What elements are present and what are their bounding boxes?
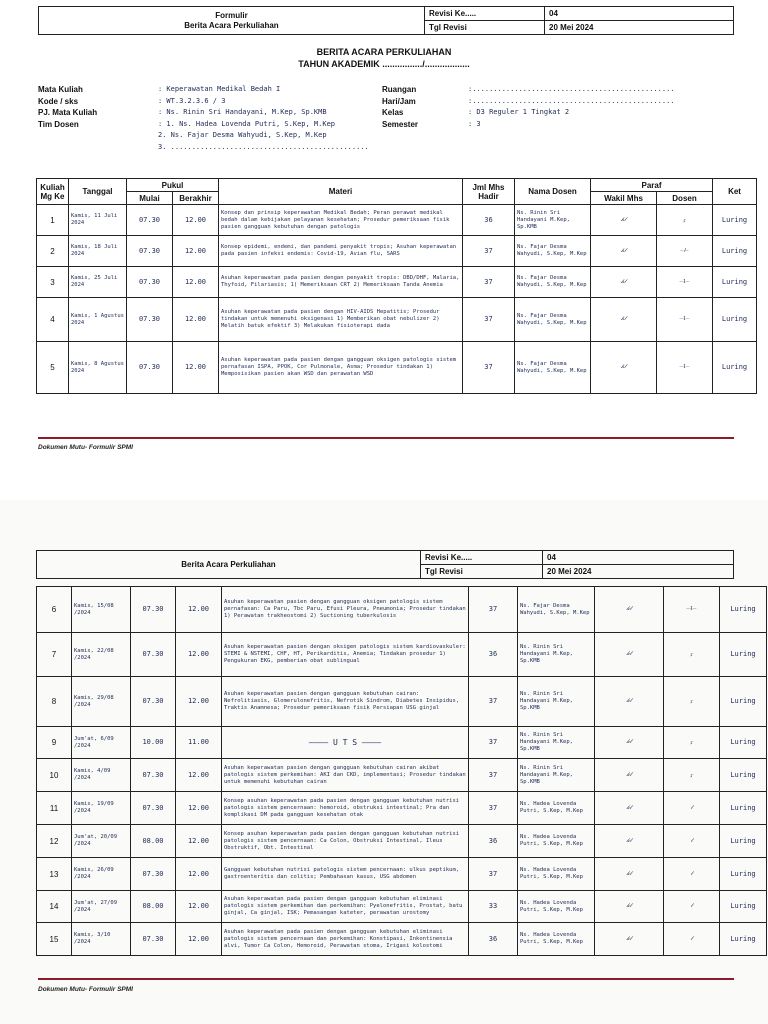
row-materi: Asuhan keperawatan pasien dengan gangguan kebutuhan cairan: Nefrolitiasis, Glomerulonefritis, Nefrotik Sindrom, Diabetes Insipidus, Traktis Anamnesa; Prosedur pemeriksaan fisik Persiapan USG ginjal xyxy=(222,677,469,727)
row-lecturer: Ns. Fajar Desma Wahyudi, S.Kep, M.Kep xyxy=(515,236,591,267)
row-end-time: 12.00 xyxy=(173,267,219,298)
row-start-time: 07.30 xyxy=(127,205,173,236)
info-label: Mata Kuliah xyxy=(38,85,83,94)
table-row xyxy=(37,858,767,891)
student-signature: 𝒽𝓁 xyxy=(595,677,664,727)
attendance-table-page1 xyxy=(36,178,757,394)
info-label xyxy=(38,130,158,142)
info-row xyxy=(382,119,675,131)
row-date: Kamis, 8 Agustus 2024 xyxy=(69,342,127,394)
row-end-time: 12.00 xyxy=(173,236,219,267)
tgl-revisi-value: 20 Mei 2024 xyxy=(543,565,734,579)
row-lecturer: Ns. Fajar Desma Wahyudi, S.Kep, M.Kep xyxy=(515,298,591,342)
row-lecturer: Ns. Rinin Sri Handayani M.Kep, Sp.KMB xyxy=(518,759,595,792)
student-signature: 𝒽𝓁 xyxy=(595,891,664,923)
info-row xyxy=(38,84,369,96)
title-line-2: TAHUN AKADEMIK ................/.................. xyxy=(298,59,470,69)
row-start-time: 07.30 xyxy=(127,267,173,298)
table-row xyxy=(37,923,767,956)
row-materi: Asuhan keperawatan pasien dengan gangguan kebutuhan cairan akibat patologis sistem perkemihan: AKI dan CKD, implementasi; Prosedur tindakan untuk memenuhi kebutuhan cairan xyxy=(222,759,469,792)
row-lecturer: Ns. Hadea Lovenda Putri, S.Kep, M.Kep xyxy=(518,858,595,891)
table-row xyxy=(37,633,767,677)
lecturer-signature: —ƚ— xyxy=(657,298,713,342)
student-signature: 𝒽𝓁 xyxy=(595,858,664,891)
col-materi-header: Materi xyxy=(219,179,463,205)
row-number: 10 xyxy=(37,759,72,792)
row-ket: Luring xyxy=(713,236,757,267)
info-value: : Ns. Rinin Sri Handayani, M.Kep, Sp.KMB xyxy=(158,108,327,116)
row-ket: Luring xyxy=(720,633,767,677)
student-signature: 𝒽𝓁 xyxy=(595,825,664,858)
row-attendance: 36 xyxy=(469,633,518,677)
row-number: 3 xyxy=(37,267,69,298)
row-materi: Asuhan keperawatan pada pasien dengan HIV-AIDS Hepatitis; Prosedur tindakan untuk memenuhi oksigenasi 1) Memberikan obat nebulizer 2) Melatih batuk efektif 3) Melakukan fisioterapi dada xyxy=(219,298,463,342)
lecturer-signature: 𝓏 xyxy=(664,759,720,792)
document-page-1 xyxy=(0,0,768,500)
row-materi: Asuhan keperawatan pada pasien dengan gangguan kebutuhan eliminasi patologis sistem pencernaan dan perkemihan: Konstipasi, Inkontinensia alvi, Tumor Ca Colon, Hemoroid, Perawatan stoma, Irigasi kolostomi xyxy=(222,923,469,956)
row-ket: Luring xyxy=(720,858,767,891)
info-row xyxy=(382,107,675,119)
row-number: 14 xyxy=(37,891,72,923)
lecturer-signature: 𝓁 xyxy=(664,891,720,923)
revisi-value: 04 xyxy=(543,551,734,565)
header-doc-title: Berita Acara Perkuliahan xyxy=(184,20,279,30)
row-attendance: 36 xyxy=(469,825,518,858)
table-row xyxy=(37,267,757,298)
lecturer-signature: —ƚ— xyxy=(657,267,713,298)
row-lecturer: Ns. Hadea Lovenda Putri, S.Kep, M.Kep xyxy=(518,792,595,825)
row-ket: Luring xyxy=(720,759,767,792)
row-number: 4 xyxy=(37,298,69,342)
lecturer-signature: 𝓁 xyxy=(664,858,720,891)
student-signature: 𝒽𝓁 xyxy=(595,792,664,825)
row-materi: Konsep asuhan keperawatan pada pasien dengan gangguan kebutuhan nutrisi patologis sistem pencernaan: hemoroid, obstruksi intestinal; Pra dan komplikasi DM pada gangguan kesehatan otak xyxy=(222,792,469,825)
revisi-label: Revisi Ke..... xyxy=(425,7,545,21)
row-date: Kamis, 29/08 /2024 xyxy=(72,677,131,727)
info-value: :................................................ xyxy=(468,85,675,93)
row-end-time: 12.00 xyxy=(173,205,219,236)
student-signature: 𝒽𝓁 xyxy=(595,587,664,633)
header-title-cell xyxy=(39,7,425,35)
info-label: Ruangan xyxy=(382,85,417,94)
row-end-time: 12.00 xyxy=(176,792,222,825)
formulir-label: Formulir xyxy=(215,10,248,20)
col-wakil-header: Wakil Mhs xyxy=(591,192,657,205)
row-attendance: 37 xyxy=(469,587,518,633)
info-label: Hari/Jam xyxy=(382,96,416,106)
row-attendance: 37 xyxy=(469,792,518,825)
row-end-time: 12.00 xyxy=(173,342,219,394)
tgl-revisi-label: Tgl Revisi xyxy=(421,565,543,579)
row-number: 5 xyxy=(37,342,69,394)
row-number: 7 xyxy=(37,633,72,677)
student-signature: 𝒽𝓁 xyxy=(595,923,664,956)
row-start-time: 07.30 xyxy=(127,298,173,342)
col-jml-header: Jml Mhs Hadir xyxy=(463,179,515,205)
row-lecturer: Ns. Rinin Sri Handayani M.Kep, Sp.KMB xyxy=(518,633,595,677)
row-number: 9 xyxy=(37,727,72,759)
row-start-time: 07.30 xyxy=(127,236,173,267)
info-value: : Keperawatan Medikal Bedah I xyxy=(158,85,281,93)
row-date: Kamis, 1 Agustus 2024 xyxy=(69,298,127,342)
row-lecturer: Ns. Fajar Desma Wahyudi, S.Kep, M.Kep xyxy=(515,267,591,298)
row-end-time: 12.00 xyxy=(173,298,219,342)
info-row xyxy=(382,96,675,108)
student-signature: 𝒽𝓁 xyxy=(591,205,657,236)
row-end-time: 12.00 xyxy=(176,891,222,923)
row-materi: Asuhan keperawatan pasien dengan oksigen patologis sistem kardiovaskuler: STEMI & NSTEMI, CHF, HT, Perikarditis, Anemia; Tindakan prosedur 1) Pengukuran EKG, pemberian obat sublingual xyxy=(222,633,469,677)
course-info-left xyxy=(38,84,369,153)
row-start-time: 07.30 xyxy=(131,858,176,891)
revisi-label: Revisi Ke..... xyxy=(421,551,543,565)
row-date: Kamis, 3/10 /2024 xyxy=(72,923,131,956)
col-tanggal-header: Tanggal xyxy=(69,179,127,205)
row-end-time: 11.00 xyxy=(176,727,222,759)
row-attendance: 37 xyxy=(463,267,515,298)
info-value: : 3 xyxy=(468,119,481,128)
row-ket: Luring xyxy=(720,891,767,923)
row-ket: Luring xyxy=(713,205,757,236)
row-number: 11 xyxy=(37,792,72,825)
info-value: :................................................ xyxy=(468,96,675,105)
footer-divider xyxy=(38,978,734,980)
info-row xyxy=(38,107,369,119)
row-attendance: 37 xyxy=(463,298,515,342)
row-date: Kamis, 26/09 /2024 xyxy=(72,858,131,891)
row-start-time: 07.30 xyxy=(131,759,176,792)
col-pukul-header: Pukul xyxy=(127,179,219,192)
row-lecturer: Ns. Fajar Desma Wahyudi, S.Kep, M.Kep xyxy=(518,587,595,633)
document-page-2 xyxy=(0,500,768,1024)
row-number: 2 xyxy=(37,236,69,267)
row-end-time: 12.00 xyxy=(176,923,222,956)
table-row xyxy=(37,891,767,923)
lecturer-signature: —ƚ— xyxy=(664,587,720,633)
row-start-time: 10.00 xyxy=(131,727,176,759)
info-label: Tim Dosen xyxy=(38,119,79,129)
lecturer-signature: —ƚ— xyxy=(657,342,713,394)
row-attendance: 37 xyxy=(469,858,518,891)
row-end-time: 12.00 xyxy=(176,825,222,858)
header-doc-title: Berita Acara Perkuliahan xyxy=(37,551,421,579)
info-row xyxy=(38,130,369,142)
document-header xyxy=(36,550,734,579)
row-number: 6 xyxy=(37,587,72,633)
col-paraf-dosen-header: Dosen xyxy=(657,192,713,205)
row-ket: Luring xyxy=(720,792,767,825)
page-title xyxy=(0,46,768,70)
col-kuliah-header: Kuliah Mg Ke xyxy=(37,179,69,205)
student-signature: 𝒽𝓁 xyxy=(591,236,657,267)
info-value: 3. ............................................... xyxy=(158,142,369,151)
row-number: 12 xyxy=(37,825,72,858)
row-date: Kamis, 22/08 /2024 xyxy=(72,633,131,677)
row-ket: Luring xyxy=(720,825,767,858)
info-value: : 1. Ns. Hadea Lovenda Putri, S.Kep, M.Kep xyxy=(158,119,336,128)
row-start-time: 07.30 xyxy=(131,792,176,825)
col-mulai-header: Mulai xyxy=(127,192,173,205)
row-ket: Luring xyxy=(713,267,757,298)
info-value: : D3 Reguler 1 Tingkat 2 xyxy=(468,108,570,116)
student-signature: 𝒽𝓁 xyxy=(595,633,664,677)
student-signature: 𝒽𝓁 xyxy=(591,342,657,394)
row-attendance: 37 xyxy=(463,342,515,394)
row-lecturer: Ns. Rinin Sri Handayani M.Kep, Sp.KMB xyxy=(518,677,595,727)
row-start-time: 08.00 xyxy=(131,825,176,858)
row-date: Jum'at, 27/09 /2024 xyxy=(72,891,131,923)
info-value: : WT.3.2.3.6 / 3 xyxy=(158,96,226,105)
info-row xyxy=(38,119,369,131)
info-label xyxy=(38,142,158,154)
info-label: Kelas xyxy=(382,108,404,117)
row-ket: Luring xyxy=(713,298,757,342)
student-signature: 𝒽𝓁 xyxy=(595,727,664,759)
row-lecturer: Ns. Hadea Lovenda Putri, S.Kep, M.Kep xyxy=(518,825,595,858)
footer-text: Dokumen Mutu- Formulir SPMI xyxy=(38,986,133,993)
row-attendance: 33 xyxy=(469,891,518,923)
row-end-time: 12.00 xyxy=(176,677,222,727)
table-row xyxy=(37,792,767,825)
row-materi: Konsep epidemi, endemi, dan pandemi penyakit tropis; Asuhan keperawatan pada pasien infeksi endemis: Covid-19, Avian flu, SARS xyxy=(219,236,463,267)
row-attendance: 37 xyxy=(469,727,518,759)
row-date: Kamis, 15/08 /2024 xyxy=(72,587,131,633)
row-start-time: 07.30 xyxy=(131,587,176,633)
table-row xyxy=(37,727,767,759)
info-label: Kode / sks xyxy=(38,96,79,106)
row-lecturer: Ns. Hadea Lovenda Putri, S.Kep, M.Kep xyxy=(518,891,595,923)
row-lecturer: Ns. Fajar Desma Wahyudi, S.Kep, M.Kep xyxy=(515,342,591,394)
table-row xyxy=(37,677,767,727)
attendance-table-page2 xyxy=(36,586,767,956)
row-end-time: 12.00 xyxy=(176,587,222,633)
table-row xyxy=(37,205,757,236)
row-attendance: 37 xyxy=(469,677,518,727)
lecturer-signature: 𝓁 xyxy=(664,825,720,858)
info-row xyxy=(38,96,369,108)
row-attendance: 36 xyxy=(463,205,515,236)
row-ket: Luring xyxy=(720,727,767,759)
student-signature: 𝒽𝓁 xyxy=(591,298,657,342)
row-start-time: 07.30 xyxy=(131,923,176,956)
student-signature: 𝒽𝓁 xyxy=(595,759,664,792)
row-attendance: 36 xyxy=(469,923,518,956)
col-ket-header: Ket xyxy=(713,179,757,205)
row-lecturer: Ns. Rinin Sri Handayani M.Kep, Sp.KMB xyxy=(518,727,595,759)
info-row xyxy=(38,142,369,154)
row-lecturer: Ns. Hadea Lovenda Putri, S.Kep, M.Kep xyxy=(518,923,595,956)
row-materi: Asuhan keperawatan pasien dengan gangguan oksigen patologis sistem pernafasan: Ca Paru, Tbc Paru, Efusi Pleura, Pneumonia; Prosedur tindakan 1) Perawatan trakheostomi 2) Suctioning tuberkulosis xyxy=(222,587,469,633)
row-materi: Konsep dan prinsip keperawatan Medikal Bedah; Peran perawat medikal bedah dalam kebijakan pelayanan kesehatan; Prosedur pemeriksaan fisik pasien gangguan kebutuhan dengan patologis xyxy=(219,205,463,236)
col-berakhir-header: Berakhir xyxy=(173,192,219,205)
row-ket: Luring xyxy=(720,923,767,956)
lecturer-signature: 𝓏 xyxy=(664,677,720,727)
table-row xyxy=(37,825,767,858)
row-materi: Asuhan keperawatan pada pasien dengan gangguan oksigen patologis sistem pernafasan ISPA, PPOK, Cor Pulmonale, Asma; Prosedur tindakan 1) Memposisikan pasien akan WSD dan perawatan WSD xyxy=(219,342,463,394)
info-row xyxy=(382,84,675,96)
row-number: 1 xyxy=(37,205,69,236)
row-start-time: 07.30 xyxy=(127,342,173,394)
row-date: Kamis, 18 Juli 2024 xyxy=(69,236,127,267)
row-date: Kamis, 25 Juli 2024 xyxy=(69,267,127,298)
course-info-right xyxy=(382,84,675,130)
table-row xyxy=(37,298,757,342)
lecturer-signature: 𝓏 xyxy=(664,633,720,677)
row-start-time: 07.30 xyxy=(131,633,176,677)
row-attendance: 37 xyxy=(463,236,515,267)
row-date: Kamis, 19/09 /2024 xyxy=(72,792,131,825)
tgl-revisi-value: 20 Mei 2024 xyxy=(545,21,734,35)
row-materi: Konsep asuhan keperawatan pada pasien dengan gangguan kebutuhan nutrisi patologis sistem pencernaan: Ca Colon, Obstruksi Intestinal, Ileus Obstruktif, Obt. Intestinal xyxy=(222,825,469,858)
row-date: Jum'at, 6/09 /2024 xyxy=(72,727,131,759)
title-line-1: BERITA ACARA PERKULIAHAN xyxy=(316,47,452,57)
info-label: PJ. Mata Kuliah xyxy=(38,108,98,117)
lecturer-signature: 𝓁 xyxy=(664,792,720,825)
lecturer-signature: —ⅼ— xyxy=(657,236,713,267)
row-date: Kamis, 4/09 /2024 xyxy=(72,759,131,792)
row-materi: ———— U T S ———— xyxy=(222,727,469,759)
row-start-time: 08.00 xyxy=(131,891,176,923)
student-signature: 𝒽𝓁 xyxy=(591,267,657,298)
lecturer-signature: 𝓏 xyxy=(657,205,713,236)
row-date: Kamis, 11 Juli 2024 xyxy=(69,205,127,236)
row-ket: Luring xyxy=(720,587,767,633)
row-start-time: 07.30 xyxy=(131,677,176,727)
row-number: 15 xyxy=(37,923,72,956)
document-header xyxy=(38,6,734,35)
row-end-time: 12.00 xyxy=(176,759,222,792)
row-ket: Luring xyxy=(720,677,767,727)
row-attendance: 37 xyxy=(469,759,518,792)
col-paraf-header: Paraf xyxy=(591,179,713,192)
footer-divider xyxy=(38,437,734,439)
row-materi: Gangguan kebutuhan nutrisi patologis sistem pencernaan: ulkus peptikum, gastroenteritis dan colitis; Pembahasan kasus, USG abdomen xyxy=(222,858,469,891)
row-date: Jum'at, 20/09 /2024 xyxy=(72,825,131,858)
info-value: 2. Ns. Fajar Desma Wahyudi, S.Kep, M.Kep xyxy=(158,131,327,139)
revisi-value: 04 xyxy=(545,7,734,21)
footer-text: Dokumen Mutu- Formulir SPMI xyxy=(38,444,133,451)
col-dosen-header: Nama Dosen xyxy=(515,179,591,205)
row-end-time: 12.00 xyxy=(176,858,222,891)
tgl-revisi-label: Tgl Revisi xyxy=(425,21,545,35)
row-number: 8 xyxy=(37,677,72,727)
table-row xyxy=(37,236,757,267)
table-row xyxy=(37,759,767,792)
table-row xyxy=(37,587,767,633)
lecturer-signature: 𝓏 xyxy=(664,727,720,759)
lecturer-signature: 𝓁 xyxy=(664,923,720,956)
row-number: 13 xyxy=(37,858,72,891)
row-end-time: 12.00 xyxy=(176,633,222,677)
row-ket: Luring xyxy=(713,342,757,394)
row-materi: Asuhan keperawatan pada pasien dengan penyakit tropis: DBD/DHF, Malaria, Thyfoid, Filariasis; 1) Memeriksaan CRT 2) Memeriksaan Tanda Anemia xyxy=(219,267,463,298)
info-label: Semester xyxy=(382,119,419,129)
row-lecturer: Ns. Rinin Sri Handayani M.Kep, Sp.KMB xyxy=(515,205,591,236)
row-materi: Asuhan keperawatan pada pasien dengan gangguan kebutuhan eliminasi patologis sistem perkemihan dan perkemihan: Pyelonefritis, Prostat, batu ginjal, Ca ginjal, ISK; Pemasangan kateter, perawatan urostomy xyxy=(222,891,469,923)
table-row xyxy=(37,342,757,394)
